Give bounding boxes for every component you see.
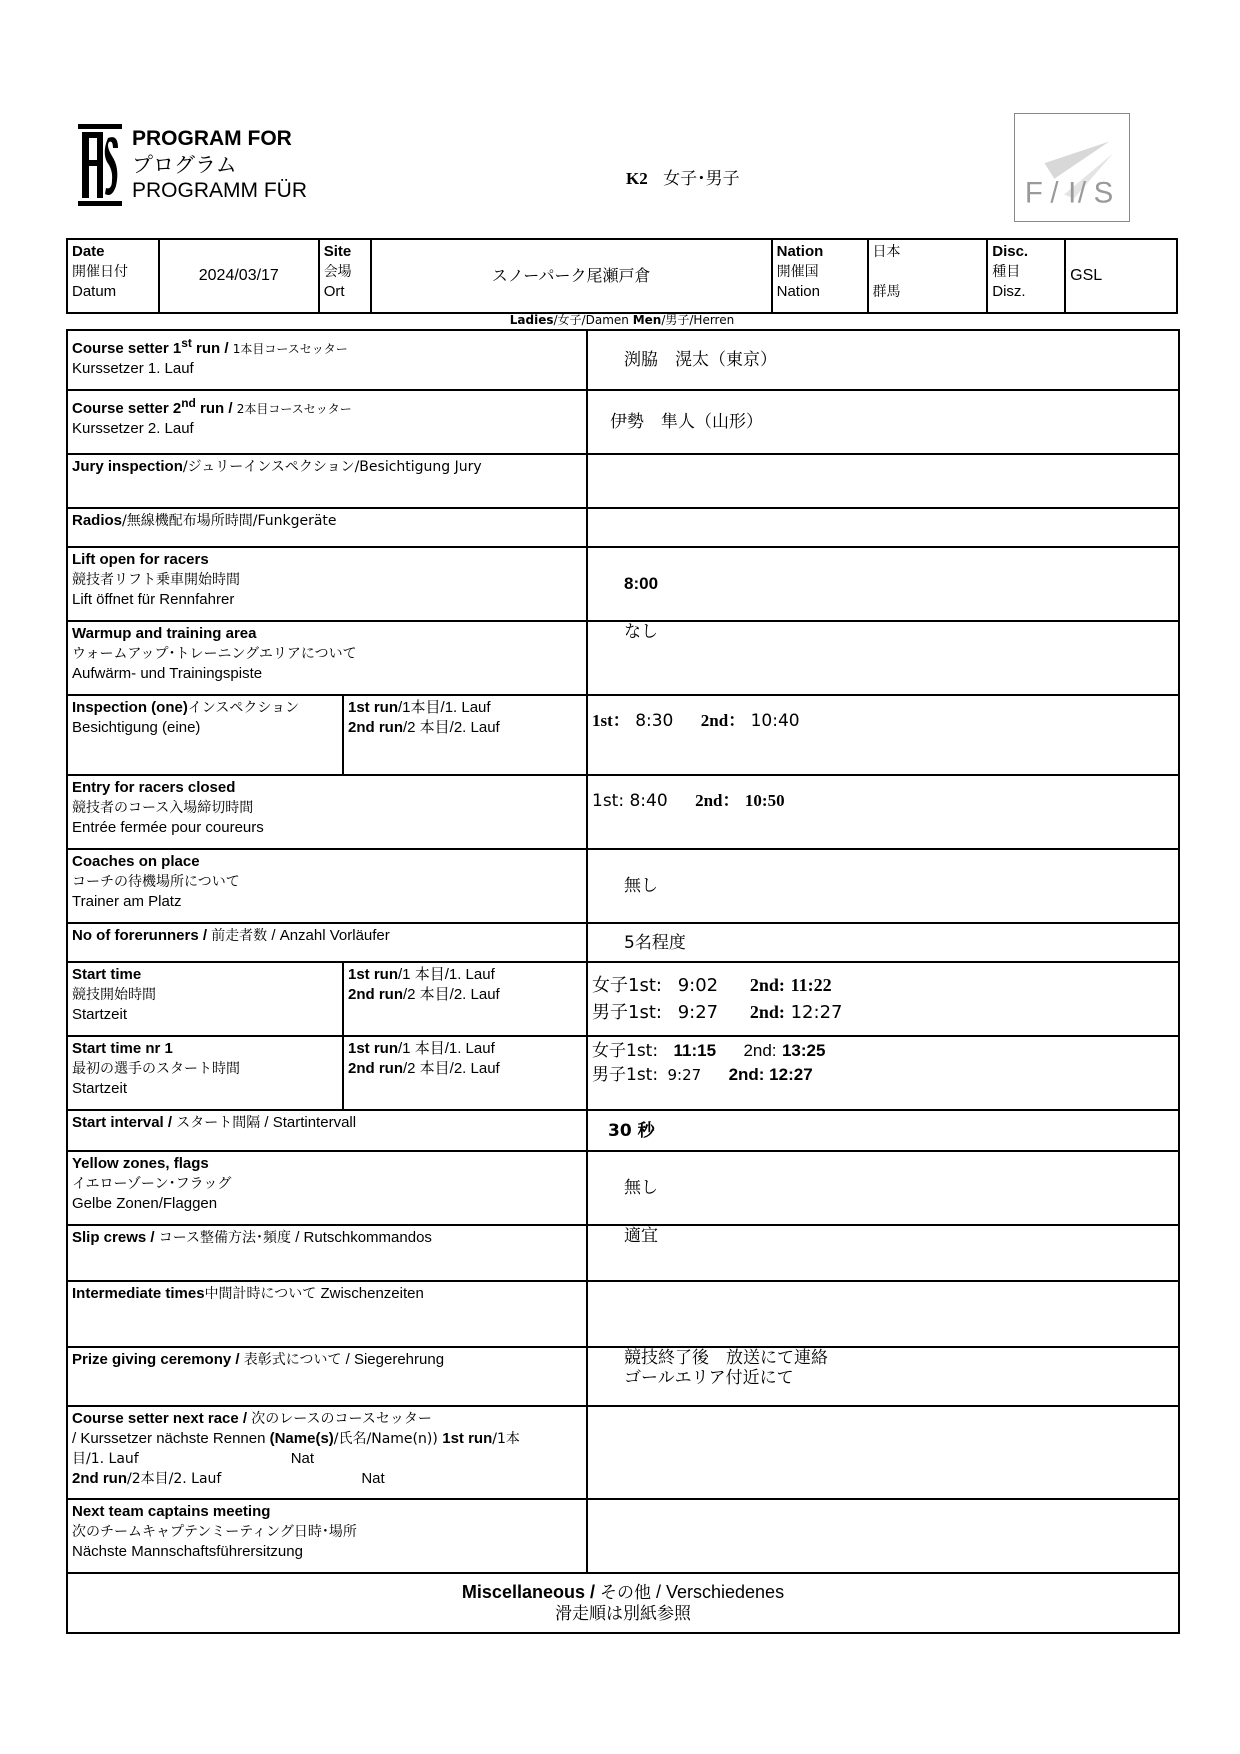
svg-text:/: /: [1077, 176, 1087, 210]
program-title-jp: プログラム: [132, 153, 237, 177]
race-category: 女子･男子: [663, 169, 740, 189]
next-setter-value: [587, 1406, 1179, 1499]
race-code: K2: [626, 169, 648, 188]
gender-line: Ladies/女子/Damen Men/男子/Herren: [509, 313, 735, 327]
start-time-label: Start time 競技開始時間 Startzeit: [67, 962, 343, 1036]
jury-inspection-value: [587, 454, 1179, 508]
site-label: Site 会場 Ort: [319, 239, 371, 313]
start-time-nr1-value: 女子1st: 11:15 2nd: 13:25 男子1st: 9:27 2nd: 12:27: [587, 1036, 1179, 1110]
forerunners-label: No of forerunners / 前走者数 / Anzahl Vorläufer: [67, 923, 587, 962]
row-slip-crews: [67, 1225, 1179, 1281]
next-meeting-value: [587, 1499, 1179, 1573]
warmup-value: なし: [587, 621, 1179, 695]
row-next-setter: [67, 1406, 1179, 1499]
nation-label: Nation 開催国 Nation: [772, 239, 868, 313]
inspection-runs: 1st run/1本目/1. Lauf 2nd run/2 本目/2. Lauf: [343, 695, 587, 775]
race-info: [626, 164, 740, 189]
coaches-value: 無し: [587, 849, 1179, 923]
row-warmup: [67, 621, 1179, 695]
forerunners-value: 5名程度: [587, 923, 1179, 962]
row-radios: [67, 508, 1179, 547]
radios-value: [587, 508, 1179, 547]
lift-open-value: 8:00: [587, 547, 1179, 621]
course-setter-2-value: 伊勢 隼人（山形）: [587, 390, 1179, 454]
row-start-interval: [67, 1110, 1179, 1151]
prize-giving-label: Prize giving ceremony / 表彰式について / Siegerehrung: [67, 1347, 587, 1406]
intermediate-times-label: Intermediate times中間計時について Zwischenzeiten: [67, 1281, 587, 1347]
date-label: Date 開催日付 Datum: [67, 239, 159, 313]
nation-value: 日本 群馬: [868, 239, 988, 313]
row-next-meeting: [67, 1499, 1179, 1573]
row-lift-open: [67, 547, 1179, 621]
miscellaneous-cell: Miscellaneous / その他 / Verschiedenes 滑走順は別紙参照: [67, 1573, 1179, 1633]
lift-open-label: Lift open for racers 競技者リフト乗車開始時間 Lift öffnet für Rennfahrer: [67, 547, 587, 621]
miscellaneous-note: 滑走順は別紙参照: [555, 1604, 691, 1624]
course-setter-1-value: 渕脇 滉太（東京）: [587, 330, 1179, 390]
slip-crews-label: Slip crews / コース整備方法･頻度 / Rutschkommandos: [67, 1225, 587, 1281]
next-meeting-label: Next team captains meeting 次のチームキャプテンミーティング日時･場所 Nächste Mannschaftsführersitzung: [67, 1499, 587, 1573]
course-setter-1-label: Course setter 1st run / 1本目コースセッター Kurssetzer 1. Lauf: [67, 330, 587, 390]
svg-text:F: F: [1024, 176, 1043, 210]
yellow-zones-value: 無し: [587, 1151, 1179, 1225]
row-course-setter-2: [67, 390, 1179, 454]
slip-crews-value: 適宜: [587, 1225, 1179, 1281]
fis-logo-icon: [1014, 113, 1130, 222]
entry-closed-value: 1st: 8:40 2nd： 10:50: [587, 775, 1179, 849]
inspection-label: Inspection (one)インスペクション Besichtigung (eine): [67, 695, 343, 775]
row-entry-closed: [67, 775, 1179, 849]
row-intermediate-times: [67, 1281, 1179, 1347]
row-miscellaneous: [67, 1573, 1179, 1633]
row-forerunners: [67, 923, 1179, 962]
site-value: スノーパーク尾瀬戸倉: [371, 239, 772, 313]
program-table: [66, 329, 1180, 1634]
header: [66, 110, 1132, 228]
row-yellow-zones: [67, 1151, 1179, 1225]
date-value: 2024/03/17: [159, 239, 319, 313]
row-inspection: [67, 695, 1179, 775]
program-title-en: PROGRAM FOR: [132, 127, 292, 150]
row-coaches: [67, 849, 1179, 923]
start-time-runs: 1st run/1 本目/1. Lauf 2nd run/2 本目/2. Lauf: [343, 962, 587, 1036]
svg-text:S: S: [1093, 176, 1114, 210]
row-prize-giving: [67, 1347, 1179, 1406]
row-jury-inspection: [67, 454, 1179, 508]
program-titles: [132, 126, 307, 204]
fis-mark-icon: [78, 124, 122, 206]
start-interval-label: Start interval / スタート間隔 / Startintervall: [67, 1110, 587, 1151]
svg-text:/: /: [1050, 176, 1059, 210]
coaches-label: Coaches on place コーチの待機場所について Trainer am Platz: [67, 849, 587, 923]
start-time-value: 女子1st: 9:02 2nd: 11:22 男子1st: 9:27 2nd: 12:27: [587, 962, 1179, 1036]
start-interval-value: 30 秒: [587, 1110, 1179, 1151]
prize-giving-value: 競技終了後 放送にて連絡 ゴールエリア付近にて: [587, 1347, 1179, 1406]
event-info-table: [66, 238, 1178, 314]
radios-label: Radios/無線機配布場所時間/Funkgeräte: [67, 508, 587, 547]
program-title-de: PROGRAMM FÜR: [132, 179, 307, 202]
row-start-time-nr1: [67, 1036, 1179, 1110]
svg-text:I: I: [1068, 176, 1077, 210]
disc-label: Disc. 種目 Disz.: [987, 239, 1065, 313]
inspection-value: 1st： 8:30 2nd： 10:40: [587, 695, 1179, 775]
course-setter-2-label: Course setter 2nd run / 2本目コースセッター Kurssetzer 2. Lauf: [67, 390, 587, 454]
disc-value: GSL: [1065, 239, 1177, 313]
entry-closed-label: Entry for racers closed 競技者のコース入場締切時間 Entrée fermée pour coureurs: [67, 775, 587, 849]
jury-inspection-label: Jury inspection/ジュリーインスペクション/Besichtigung Jury: [67, 454, 587, 508]
start-time-nr1-label: Start time nr 1 最初の選手のスタート時間 Startzeit: [67, 1036, 343, 1110]
row-start-time: [67, 962, 1179, 1036]
intermediate-times-value: [587, 1281, 1179, 1347]
next-setter-label: Course setter next race / 次のレースのコースセッター / Kurssetzer nächste Rennen (Name(s)/氏名/Name(n)) 1st run/1本 目/1. Lauf Nat 2nd run/2本目/2. Lauf Nat: [67, 1406, 587, 1499]
warmup-label: Warmup and training area ウォームアップ･トレーニングエリアについて Aufwärm- und Trainingspiste: [67, 621, 587, 695]
yellow-zones-label: Yellow zones, flags イエローゾーン･フラッグ Gelbe Zonen/Flaggen: [67, 1151, 587, 1225]
start-time-nr1-runs: 1st run/1 本目/1. Lauf 2nd run/2 本目/2. Lauf: [343, 1036, 587, 1110]
row-course-setter-1: [67, 330, 1179, 390]
